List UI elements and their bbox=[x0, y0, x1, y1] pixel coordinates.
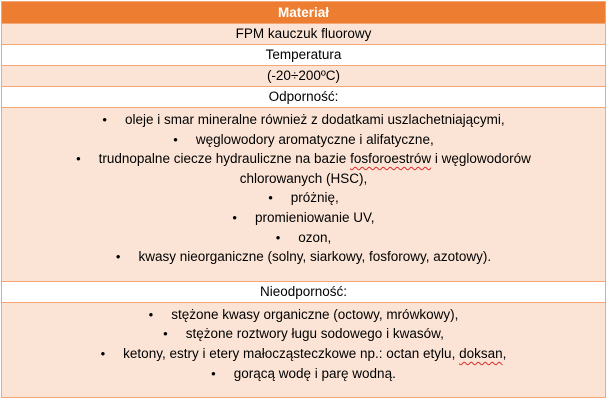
list-item: • oleje i smar mineralne również z dodatkami uszlachetniającymi, bbox=[2, 110, 605, 130]
list-spacer bbox=[2, 385, 605, 397]
bullet-icon: • bbox=[173, 131, 178, 147]
bullet-icon: • bbox=[232, 209, 237, 225]
list-item: • trudnopalne ciecze hydrauliczne na bazie fosforoestrów i węglowodorów chlorowanych (HSC), bbox=[76, 151, 531, 186]
non-resistance-list bbox=[2, 303, 605, 385]
list-item: • ketony, estry i etery małocząsteczkowe np.: octan etylu, doksan, bbox=[2, 344, 605, 364]
material-table bbox=[1, 1, 606, 398]
resistance-list bbox=[2, 108, 605, 269]
list-spacer bbox=[2, 269, 605, 281]
non-resistance-label: Nieodporność: bbox=[259, 283, 348, 299]
bullet-icon: • bbox=[100, 345, 106, 361]
list-item: • kwasy nieorganiczne (solny, siarkowy, fosforowy, azotowy). bbox=[2, 247, 605, 267]
list-item: • próżnię, bbox=[2, 188, 605, 208]
temperature-value: (-20÷200ºC) bbox=[266, 68, 341, 83]
list-item: • promieniowanie UV, bbox=[2, 208, 605, 228]
material-value-row bbox=[2, 24, 605, 45]
temperature-value-row bbox=[2, 66, 605, 87]
bullet-icon: • bbox=[76, 151, 81, 167]
bullet-icon: • bbox=[211, 365, 216, 381]
bullet-icon: • bbox=[275, 229, 281, 245]
list-item: • węglowodory aromatyczne i alifatyczne, bbox=[2, 130, 605, 150]
bullet-icon: • bbox=[268, 190, 273, 206]
resistance-label: Odporność: bbox=[268, 89, 339, 104]
non-resistance-label-row bbox=[2, 282, 605, 303]
table-header-row bbox=[2, 2, 605, 24]
list-item: • gorącą wodę i parę wodną. bbox=[2, 364, 605, 384]
bullet-icon: • bbox=[102, 112, 107, 127]
list-item: • ozon, bbox=[2, 228, 605, 248]
bullet-icon: • bbox=[148, 306, 154, 322]
temperature-label: Temperatura bbox=[265, 47, 342, 62]
resistance-list-row bbox=[2, 108, 605, 282]
material-value: FPM kauczuk fluorowy bbox=[235, 26, 372, 41]
material-header-label: Materiał bbox=[277, 5, 330, 20]
bullet-icon: • bbox=[115, 249, 121, 265]
bullet-icon: • bbox=[163, 326, 168, 342]
non-resistance-list-row bbox=[2, 303, 605, 397]
list-item: • stężone kwasy organiczne (octowy, mrówkowy), bbox=[2, 305, 605, 325]
list-item: • stężone roztwory ługu sodowego i kwasów, bbox=[2, 324, 605, 344]
spellcheck-word: doksan bbox=[459, 345, 503, 361]
resistance-label-row bbox=[2, 87, 605, 108]
spellcheck-word: fosforoestrów bbox=[350, 151, 432, 167]
temperature-label-row bbox=[2, 45, 605, 66]
